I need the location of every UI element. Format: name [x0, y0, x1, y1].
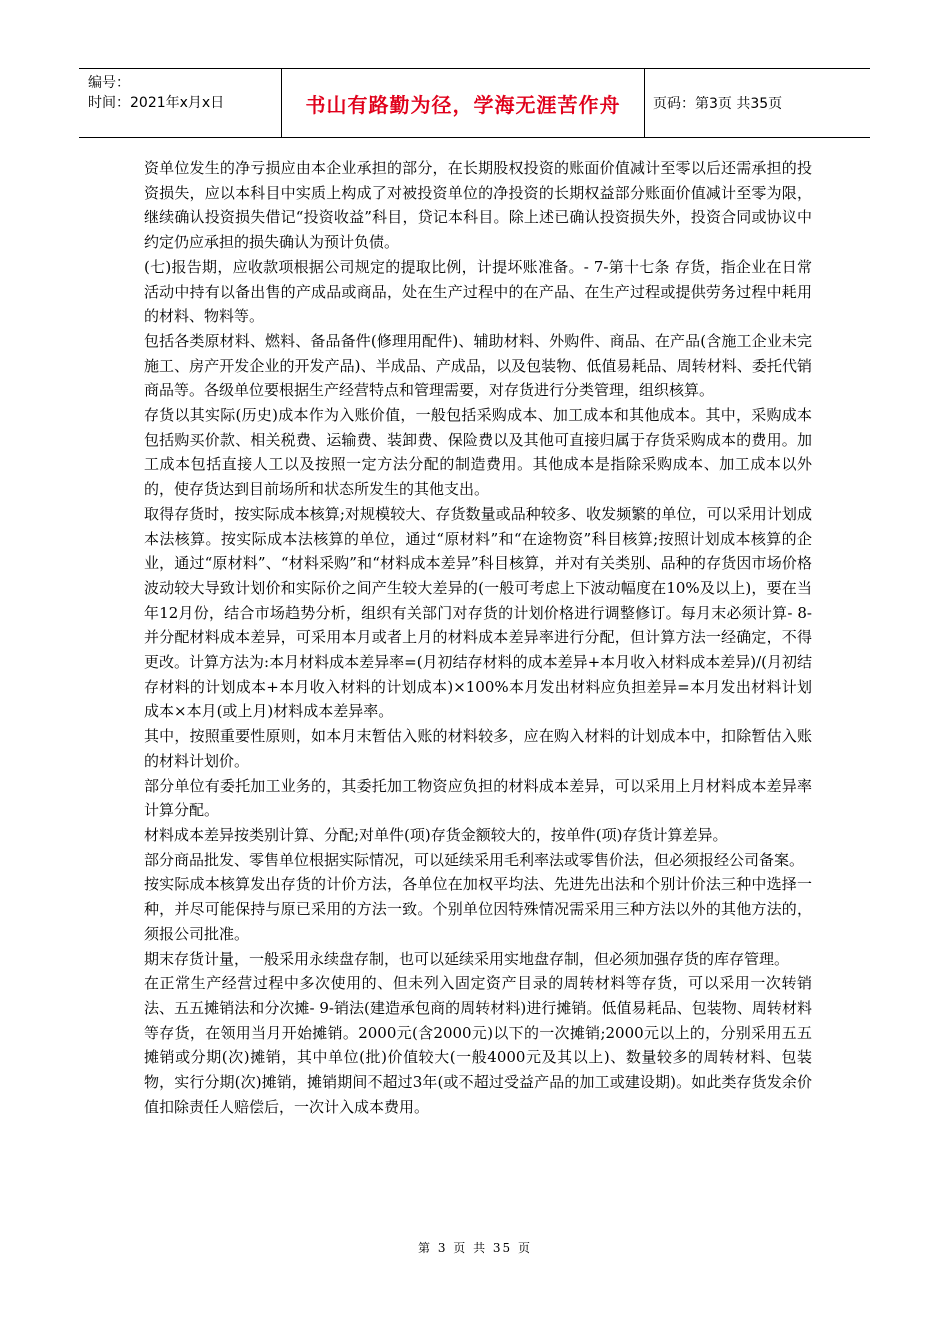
header-motto: 书山有路勤为径，学海无涯苦作舟	[305, 92, 621, 117]
page-header	[79, 68, 870, 138]
header-meta	[79, 69, 282, 137]
paragraph: 材料成本差异按类别计算、分配;对单件(项)存货金额较大的，按单件(项)存货计算差异。	[144, 825, 728, 844]
header-page-number: 页码：第3页 共35页	[653, 96, 783, 112]
paragraph: 部分商品批发、零售单位根据实际情况，可以延续采用毛利率法或零售价法，但必须报经公司备案。	[144, 850, 805, 869]
page-footer: 第 3 页 共 35 页	[418, 1241, 532, 1255]
paragraph: 包括各类原材料、燃料、备品备件(修理用配件)、辅助材料、外购件、商品、在产品(含施工企业未完施工、房产开发企业的开发产品)、半成品、产成品，以及包装物、低值易耗品、周转材料、委托代销商品等。各级单位要根据生产经营特点和管理需要，对存货进行分类管理，组织核算。	[144, 331, 812, 400]
paragraph: (七)报告期，应收款项根据公司规定的提取比例，计提坏账准备。- 7-第十七条 存货，指企业在日常活动中持有以备出售的产成品或商品，处在生产过程中的在产品、在生产过程或提供劳务过程中耗用的材料、物料等。	[144, 257, 812, 326]
body-text	[144, 156, 812, 1119]
header-motto-cell	[282, 69, 645, 137]
paragraph: 在正常生产经营过程中多次使用的、但未列入固定资产目录的周转材料等存货，可以采用一次转销法、五五摊销法和分次摊- 9-销法(建造承包商的周转材料)进行摊销。低值易耗品、包装物、周转材料等存货，在领用当月开始摊销。2000元(含2000元)以下的一次摊销;2000元以上的，分别采用五五摊销或分期(次)摊销，其中单位(批)价值较大(一般4000元及其以上)、数量较多的周转材料、包装物，实行分期(次)摊销，摊销期间不超过3年(或不超过受益产品的加工或建设期)。如此类存货发余价值扣除责任人赔偿后，一次计入成本费用。	[144, 974, 812, 1116]
header-page-cell	[645, 69, 870, 137]
paragraph: 按实际成本核算发出存货的计价方法，各单位在加权平均法、先进先出法和个别计价法三种中选择一种，并尽可能保持与原已采用的方法一致。个别单位因特殊情况需采用三种方法以外的其他方法的，须报公司批准。	[144, 875, 812, 943]
paragraph: 部分单位有委托加工业务的，其委托加工物资应负担的材料成本差异，可以采用上月材料成本差异率计算分配。	[144, 776, 812, 820]
paragraph: 其中，按照重要性原则，如本月末暂估入账的材料较多，应在购入材料的计划成本中，扣除暂估入账的材料计划价。	[144, 727, 812, 770]
paragraph: 取得存货时，按实际成本核算;对规模较大、存货数量或品种较多、收发频繁的单位，可以采用计划成本法核算。按实际成本法核算的单位，通过“原材料”和“在途物资”科目核算;按照计划成本核算的企业，通过“原材料”、“材料采购”和“材料成本差异”科目核算，并对有关类别、品种的存货因市场价格波动较大导致计划价和实际价之间产生较大差异的(一般可考虑上下波动幅度在10%及以上)，要在当年12月份，结合市场趋势分析，组织有关部门对存货的计划价格进行调整修订。每月末必须计算- 8-并分配材料成本差异，可采用本月或者上月的材料成本差异率进行分配，但计算方法一经确定，不得更改。计算方法为:本月材料成本差异率=(月初结存材料的成本差异+本月收入材料成本差异)/(月初结存材料的计划成本+本月收入材料的计划成本)×100%本月发出材料应负担差异=本月发出材料计划成本×本月(或上月)材料成本差异率。	[144, 504, 812, 721]
paragraph: 存货以其实际(历史)成本作为入账价值，一般包括采购成本、加工成本和其他成本。其中，采购成本包括购买价款、相关税费、运输费、装卸费、保险费以及其他可直接归属于存货采购成本的费用。加工成本包括直接人工以及按照一定方法分配的制造费用。其他成本是指除采购成本、加工成本以外的，使存货达到目前场所和状态所发生的其他支出。	[144, 406, 812, 499]
paragraph: 期末存货计量，一般采用永续盘存制，也可以延续采用实地盘存制，但必须加强存货的库存管理。	[144, 949, 790, 968]
document-date-label: 时间：2021年x月x日	[88, 95, 225, 111]
document-code-label: 编号：	[88, 75, 130, 91]
paragraph: 资单位发生的净亏损应由本企业承担的部分，在长期股权投资的账面价值减计至零以后还需承担的投资损失，应以本科目中实质上构成了对被投资单位的净投资的长期权益部分账面价值减计至零为限，继续确认投资损失借记“投资收益”科目，贷记本科目。除上述已确认投资损失外，投资合同或协议中约定仍应承担的损失确认为预计负债。	[144, 159, 812, 252]
